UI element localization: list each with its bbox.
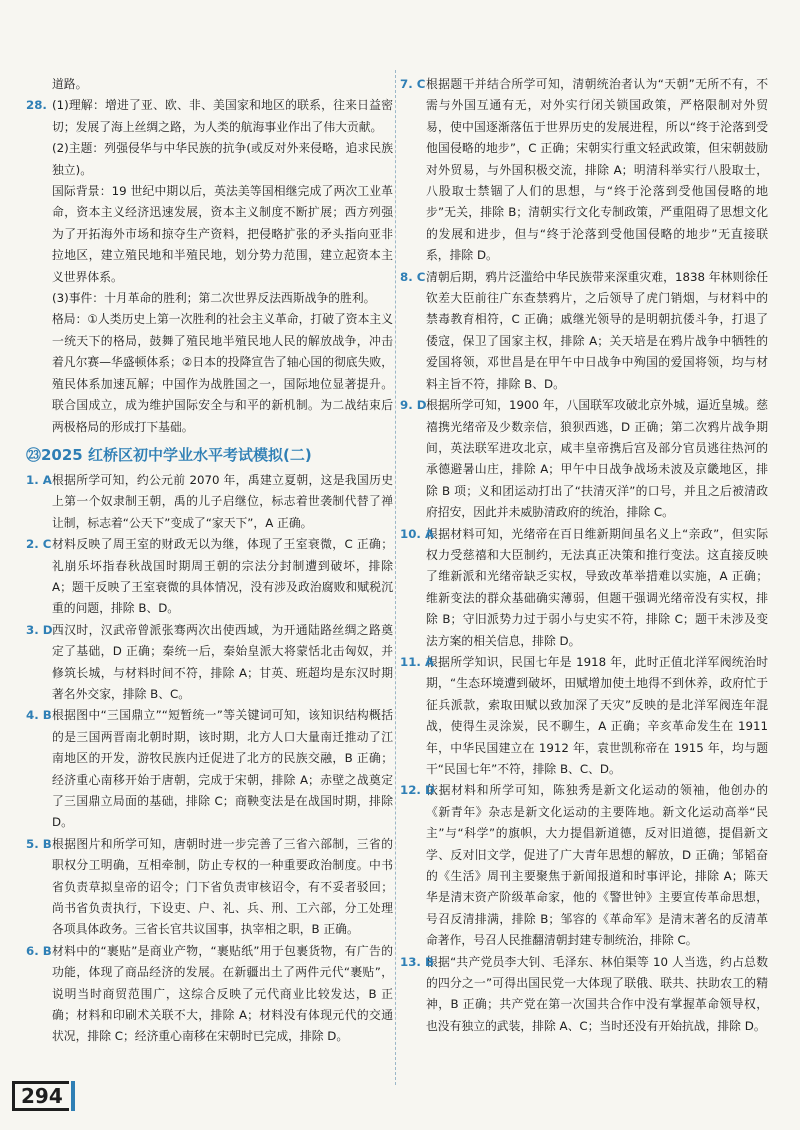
answer-text: 清朝后期，鸦片泛滥给中华民族带来深重灾难，1838 年林则徐任钦差大臣前往广东查禁鸦片，之后领导了虎门销烟，与材料中的禁毒教育相符，C 正确；戚继光领导的是明朝抗倭斗争，打退了倭寇，保卫了国家主权，排除 A；关天培是在鸦片战争中牺牲的爱国将领，邓世昌是在甲午中日战争中殉国的爱国将领，均与材料主旨不符，排除 B、D。 <box>426 269 768 391</box>
continuation-text: 道路。 <box>52 77 88 91</box>
q28-part2-background: 国际背景：19 世纪中期以后，英法美等国相继完成了两次工业革命，资本主义经济迅速发展，资本主义制度不断扩展；西方列强为了开拓海外市场和掠夺生产资料，把侵略扩张的矛头指向亚非拉地区，建立殖民地和半殖民地，划分势力范围，建立起资本主义世界体系。 <box>52 184 393 284</box>
answer-text: 根据图中“三国鼎立”“短暂统一”等关键词可知，该知识结构概括的是三国两晋南北朝时期，该时期，北方人口大量南迁推动了江南地区的开发，游牧民族内迁促进了北方的民族交融，B 正确；经济重心南移开始于唐朝，完成于宋朝，排除 A；赤壁之战奠定了三国鼎立局面的基础，排除 C；商鞅变法是在战国时期，排除 D。 <box>52 708 393 830</box>
answer-number: 12. D <box>400 783 435 798</box>
column-divider <box>395 70 396 1085</box>
answer-text: 根据“共产党员李大钊、毛泽东、林伯渠等 10 人当选，约占总数的四分之一”可得出国民党一大体现了联俄、联共、扶助农工的精神，B 正确；共产党在第一次国共合作中没有掌握革命领导权，也没有独立的武装，排除 A、C；当时还没有开始抗战，排除 D。 <box>426 954 768 1033</box>
answer-text: 根据图片和所学可知，唐朝时进一步完善了三省六部制，三省的职权分工明确，互相牵制，防止专权的一种重要政治制度。中书省负责草拟皇帝的诏令；门下省负责审核诏令，有不妥者驳回；尚书省负责执行，下设吏、户、礼、兵、刑、工六部，分工处理各项具体政务。三省长官共议国事，执宰相之职，B 正确。 <box>52 836 393 937</box>
answer-item <box>400 780 768 951</box>
answer-number: 3. D <box>26 622 53 637</box>
answer-item <box>400 952 768 1038</box>
answer-item <box>400 395 768 523</box>
question-28 <box>26 95 393 438</box>
page-number: 294 <box>12 1081 69 1111</box>
answer-item <box>26 470 393 534</box>
answer-item <box>26 705 393 833</box>
answer-number: 13. B <box>400 954 434 969</box>
section-title: ㉓2025 红桥区初中学业水平考试模拟(二) <box>26 445 312 464</box>
answer-number: 4. B <box>26 708 52 723</box>
answer-item <box>26 834 393 941</box>
answer-item <box>400 652 768 780</box>
answer-number: 7. C <box>400 77 426 91</box>
right-column <box>400 74 768 1037</box>
answer-text: 根据题干并结合所学可知，清朝统治者认为“天朝”无所不有，不需与外国互通有无，对外实行闭关锁国政策，严格限制对外贸易，使中国逐渐落伍于世界历史的发展进程，所以“终于沦落到受他国侵略的地步”，C 正确；宋朝实行重文轻武政策，但宋朝鼓励对外贸易，与外国积极交流，排除 A；明清科举实行八股取士，八股取士禁锢了人们的思想，与“终于沦落到受他国侵略的地步”无关，排除 B；清朝实行文化专制政策，严重阻碍了思想文化的发展和进步，但与“终于沦落到受他国侵略的地步”无直接联系，排除 D。 <box>426 77 768 263</box>
left-column <box>26 74 393 1048</box>
q28-part1: (1)理解：增进了亚、欧、非、美国家和地区的联系，往来日益密切；发展了海上丝绸之路，为人类的航海事业作出了伟大贡献。 <box>52 98 393 134</box>
q28-part3-pattern: 格局：①人类历史上第一次胜利的社会主义革命，打破了资本主义一统天下的格局，鼓舞了殖民地半殖民地人民的解放战争，冲击着凡尔赛—华盛顿体系；②日本的投降宣告了轴心国的彻底失败，殖民体系加速瓦解；中国作为战胜国之一，国际地位显著提升。联合国成立，成为维护国际安全与和平的新机制。为二战结束后两极格局的形成打下基础。 <box>52 312 393 434</box>
answer-text: 材料中的“裹贴”是商业产物，“裹贴纸”用于包裹货物，有广告的功能，体现了商品经济的发展。在新疆出土了两件元代“裹贴”，说明当时商贸范围广，这综合反映了元代商业比较发达，B 正确；材料和印刷术关联不大，排除 A；材料没有体现元代的交通状况，排除 C；经济重心南移在宋朝时已完成，排除 D。 <box>52 943 393 1044</box>
q28-part2: (2)主题：列强侵华与中华民族的抗争(或反对外来侵略，追求民族独立)。 <box>52 141 393 177</box>
answer-text: 根据所学知识，民国七年是 1918 年，此时正值北洋军阀统治时期，“生态环境遭到破坏，田赋增加使土地得不到休养，政府忙于征兵派款，索取田赋以致加深了天灾”反映的是北洋军阀连年混战，使得生灵涂炭，民不聊生，A 正确；辛亥革命发生在 1911 年，中华民国建立在 1912 年，袁世凯称帝在 1915 年，均与题干“民国七年”不符，排除 B、C、D。 <box>426 654 768 776</box>
q28-part3: (3)事件：十月革命的胜利；第二次世界反法西斯战争的胜利。 <box>52 291 376 306</box>
question-number: 28. <box>26 98 47 113</box>
answer-item <box>26 534 393 620</box>
answer-number: 9. D <box>400 398 427 413</box>
answer-number: 10. A <box>400 526 435 541</box>
answer-item <box>400 524 768 652</box>
answer-text: 西汉时，汉武帝曾派张骞两次出使西域，为开通陆路丝绸之路奠定了基础，D 正确；秦统一后，秦始皇派大将蒙恬北击匈奴，并修筑长城，与材料时间不符，排除 A；甘英、班超均是东汉时期著名外交家，排除 B、C。 <box>52 622 393 701</box>
answer-number: 8. C <box>400 269 426 284</box>
answer-number: 6. B <box>26 943 52 958</box>
answer-number: 2. C <box>26 537 52 552</box>
answer-item <box>26 620 393 706</box>
answer-text: 根据材料可知，光绪帝在百日维新期间虽名义上“亲政”，但实际权力受慈禧和大臣制约，无法真正决策和推行变法。这直接反映了维新派和光绪帝缺乏实权，导致改革举措难以实施，A 正确；维新变法的群众基础确实薄弱，但题干强调光绪帝没有实权，排除 B；守旧派势力过于弱小与史实不符，排除 C；题干未涉及变法方案的相关信息，排除 D。 <box>426 526 768 648</box>
answer-text: 依据材料和所学可知，陈独秀是新文化运动的领袖，他创办的《新青年》杂志是新文化运动的主要阵地。新文化运动高举“民主”与“科学”的旗帜，大力提倡新道德，反对旧道德，提倡新文学、反对旧文学，促进了广大青年思想的解放，D 正确；邹韬奋的《生活》周刊主要聚焦于新闻报道和时事评论，排除 A；陈天华是清末资产阶级革命家，他的《警世钟》主要宣传革命思想，号召反清排满，排除 B；邹容的《革命军》是清末著名的反清革命著作，号召人民推翻清朝封建专制统治，排除 C。 <box>426 783 768 948</box>
page-number-accent <box>71 1081 75 1111</box>
answer-item <box>26 941 393 1048</box>
answer-text: 根据所学可知，约公元前 2070 年，禹建立夏朝，这是我国历史上第一个奴隶制王朝，禹的儿子启继位，标志着世袭制代替了禅让制，标志着“公天下”变成了“家天下”，A 正确。 <box>52 472 393 530</box>
answer-item <box>400 267 768 395</box>
answer-number: 11. A <box>400 654 435 669</box>
answer-number: 1. A <box>26 472 52 487</box>
answer-text: 根据所学可知，1900 年，八国联军攻破北京外城，逼近皇城。慈禧携光绪帝及少数亲信，狼狈西逃，D 正确；第二次鸦片战争期间，英法联军进攻北京，咸丰皇帝携后宫及部分官员逃往热河的承德避暑山庄，排除 A；甲午中日战争战场未波及京畿地区，排除 B 项；义和团运动打出了“扶清灭洋”的口号，并且之后被清政府招安，因此并未威胁清政府的统治，排除 C。 <box>426 398 768 520</box>
answer-number: 5. B <box>26 836 52 851</box>
page-footer <box>12 1081 75 1111</box>
answer-text: 材料反映了周王室的财政无以为继，体现了王室衰微，C 正确；礼崩乐坏指春秋战国时期周王朝的宗法分封制遭到破坏，排除 A；题干反映了王室衰微的具体情况，没有涉及政治腐败和赋税沉重的问题，排除 B、D。 <box>52 537 393 616</box>
answer-item <box>400 74 768 267</box>
